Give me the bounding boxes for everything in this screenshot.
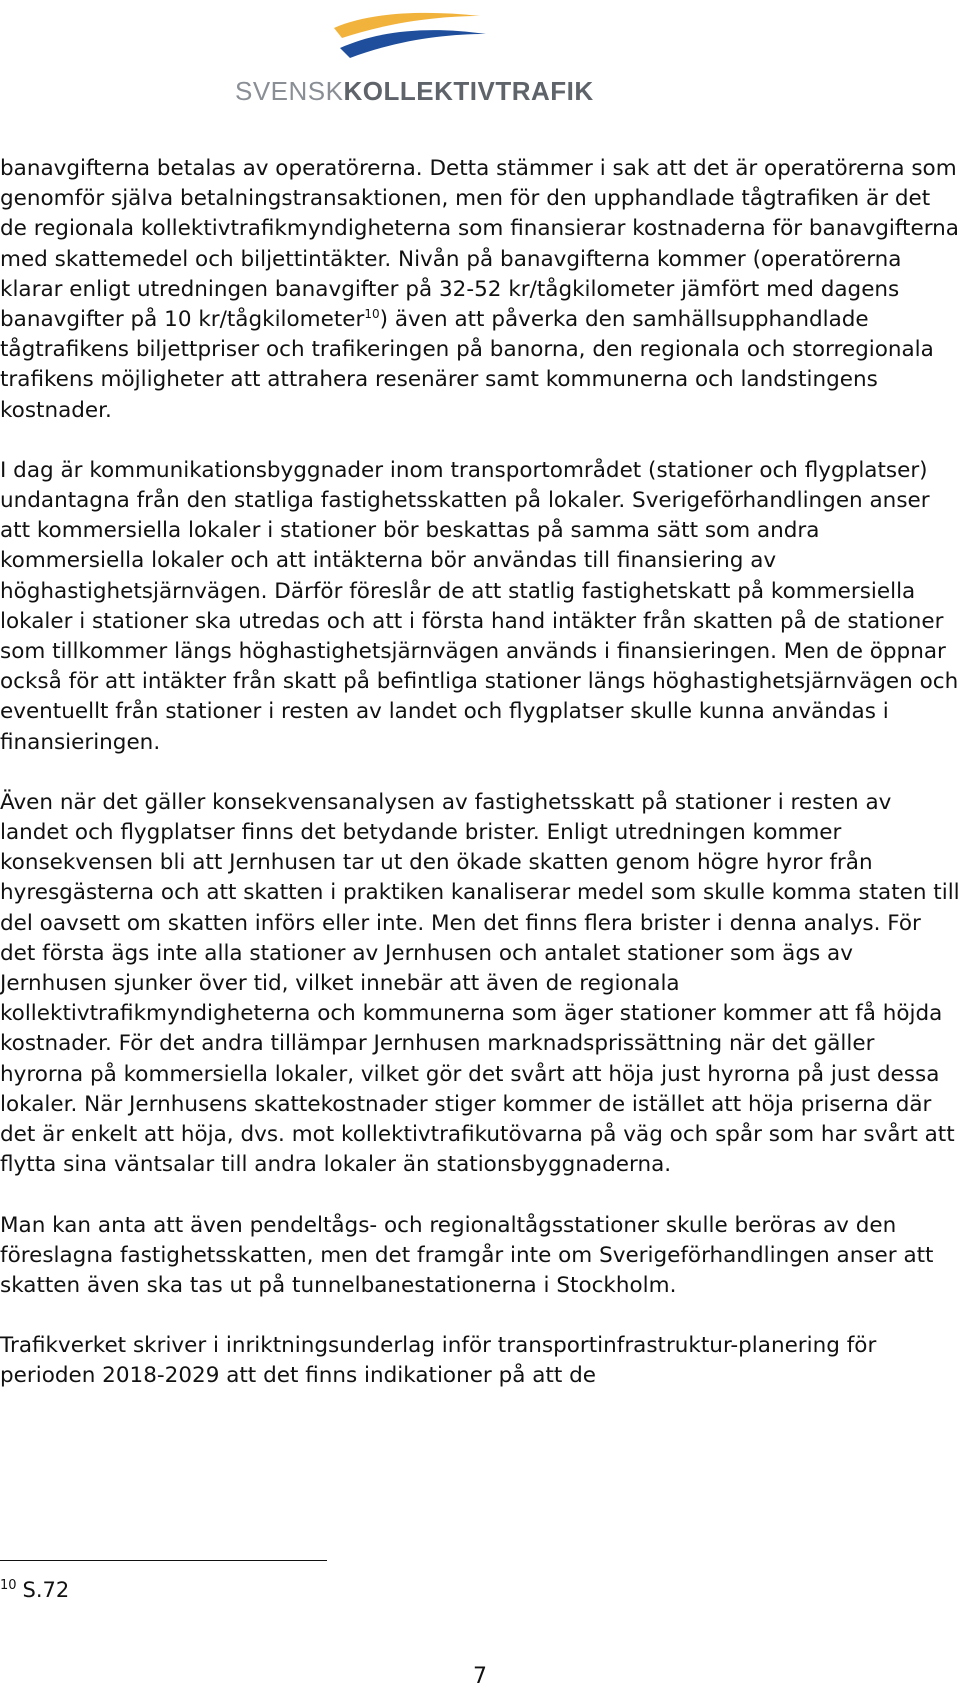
paragraph-4: Man kan anta att även pendeltågs- och regionaltågsstationer skulle beröras av den föreslagna fastighetsskatten, men det framgår inte om Sverigeförhandlingen anser att skatten även ska tas ut på tunnelbanestationerna i Stockholm.: [0, 1212, 934, 1298]
footnote-reference: 10: [364, 306, 380, 321]
paragraph-1: [0, 154, 960, 426]
footnote-number: 10: [0, 1578, 17, 1593]
footnote-divider: [0, 1560, 327, 1561]
footnote-text: S.72: [22, 1578, 70, 1602]
paragraph-3: Även när det gäller konsekvensanalysen av fastighetsskatt på stationer i resten av landet och flygplatser finns det betydande brister. Enligt utredningen kommer konsekvensen bli att Jernhusen tar ut den ökade skatten genom högre hyror från hyresgästerna och att skatten i praktiken kanaliserar medel som skulle komma staten till del oavsett om skatten införs eller inte. Men det finns flera brister i denna analys. För det första ägs inte alla stationer av Jernhusen och antalet stationer som ägs av Jernhusen sjunker över tid, vilket innebär att även de regionala kollektivtrafikmyndigheterna och kommunerna som äger stationer kommer att få höjda kostnader. För det andra tillämpar Jernhusen marknadsprissättning när det gäller hyrorna på kommersiella lokaler, vilket gör det svårt att höja just hyrorna på just dessa lokaler. När Jernhusens skattekostnader stiger kommer de istället att höja priserna där det är enkelt att höja, dvs. mot kollektivtrafikutövarna på väg och spår som har svårt att flytta sina väntsalar till andra lokaler än stationsbyggnaderna.: [0, 789, 960, 1178]
svensk-kollektivtrafik-logo-icon: [330, 8, 490, 60]
paragraph-2: I dag är kommunikationsbyggnader inom transportområdet (stationer och flygplatser) undantagna från den statliga fastighetsskatten på lokaler. Sverigeförhandlingen anser att kommersiella lokaler i stationer bör beskattas på samma sätt som andra kommersiella lokaler och att intäkterna bör användas till finansiering av höghastighetsjärnvägen. Därför föreslår de att statlig fastighetskatt på kommersiella lokaler i stationer ska utredas och att i första hand intäkter från skatten på de stationer som tillkommer längs höghastighetsjärnvägen används i finansieringen. Men de öppnar också för att intäkter från skatt på befintliga stationer längs höghastighetsjärnvägen och eventuellt från stationer i resten av landet och flygplatser skulle kunna användas i finansieringen.: [0, 457, 959, 755]
logo-wordmark: [235, 76, 594, 107]
paragraph-1-text-b: ) även att påverka den samhällsupphandlade tågtrafikens biljettpriser och trafikeringen på banorna, den regionala och storregionala trafikens möjligheter att attrahera resenärer samt kommunerna och landstingens kostnader.: [0, 307, 934, 423]
page-number: 7: [473, 1664, 487, 1689]
logo-wordmark-svensk: SVENSK: [235, 76, 344, 106]
paragraph-5: Trafikverket skriver i inriktningsunderlag inför transportinfrastruktur-planering för perioden 2018-2029 att det finns indikationer på att de: [0, 1333, 877, 1389]
footnote: [0, 1578, 69, 1602]
logo-wordmark-kollektivtrafik: KOLLEKTIVTRAFIK: [343, 76, 594, 106]
document-body: [0, 154, 960, 1392]
paragraph-1-text-a: banavgifterna betalas av operatörerna. Detta stämmer i sak att det är operatörerna som genomför själva betalningstransaktionen, men för den upphandlade tågtrafiken är det de regionala kollektivtrafikmyndigheterna som finansierar kostnaderna för banavgifterna med skattemedel och biljettintäkter. Nivån på banavgifterna kommer (operatörerna klarar enligt utredningen banavgifter på 32-52 kr/tågkilometer jämfört med dagens banavgifter på 10 kr/tågkilometer: [0, 156, 959, 333]
page-header: [0, 0, 960, 120]
